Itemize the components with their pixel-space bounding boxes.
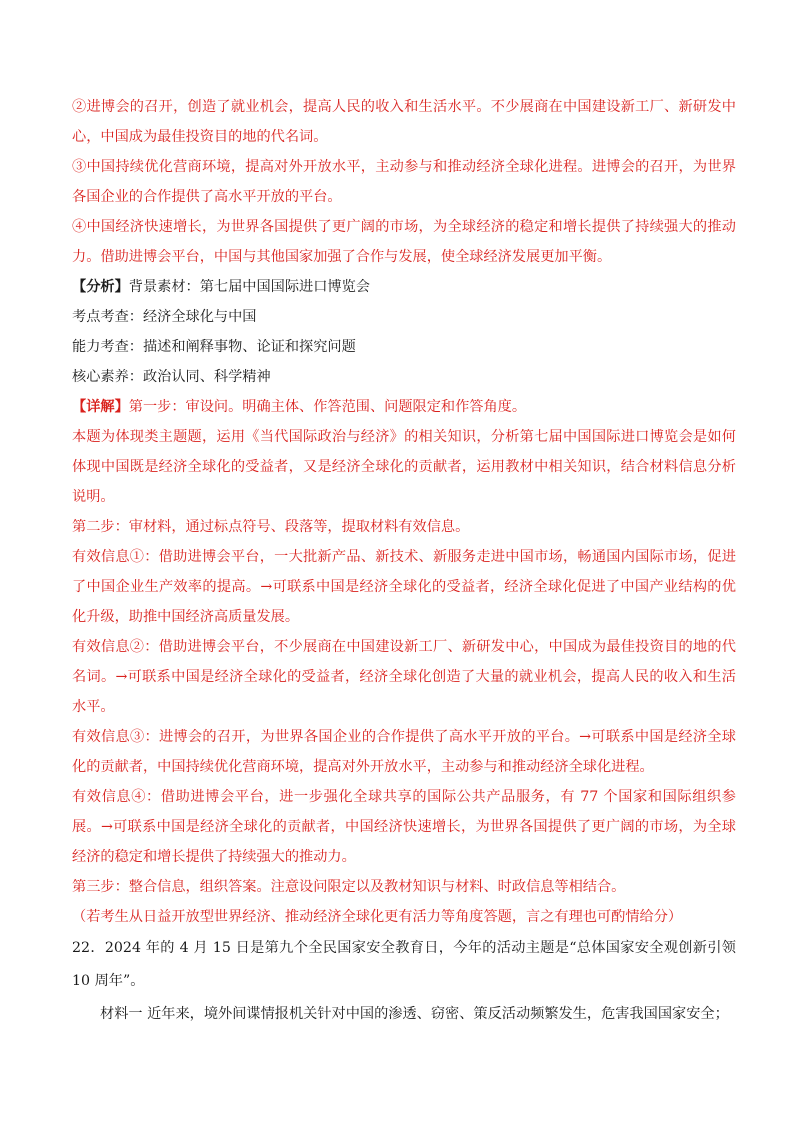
question-22-material-1: 材料一 近年来，境外间谍情报机关针对中国的渗透、窃密、策反活动频繁发生，危害我国国家安全；	[100, 1006, 729, 1022]
detail-info-1: 有效信息①：借助进博会平台，一大批新产品、新技术、新服务走进中国市场，畅通国内国际市场，促进了中国企业生产效率的提高。→可联系中国是经济全球化的受益者，经济全球化促进了中国产业结构的优化升级，助推中国经济高质量发展。	[72, 549, 736, 625]
detail-label: 【详解】	[72, 399, 129, 415]
answer-point-4: ④中国经济快速增长，为世界各国提供了更广阔的市场，为全球经济的稳定和增长提供了持续强大的推动力。借助进博会平台，中国与其他国家加强了合作与发展，使全球经济发展更加平衡。	[72, 219, 736, 265]
answer-point-3: ③中国持续优化营商环境，提高对外开放水平，主动参与和推动经济全球化进程。进博会的召开，为世界各国企业的合作提供了高水平开放的平台。	[72, 159, 736, 205]
answer-point-2: ②进博会的召开，创造了就业机会，提高人民的收入和生活水平。不少展商在中国建设新工厂、新研发中心，中国成为最佳投资目的地的代名词。	[72, 99, 736, 145]
analysis-kaodian: 考点考查：经济全球化与中国	[72, 309, 257, 325]
detail-step1-text: 第一步：审设问。明确主体、作答范围、问题限定和作答角度。	[128, 399, 527, 415]
detail-info-4: 有效信息④：借助进博会平台，进一步强化全球共享的国际公共产品服务，有 77 个国家和国际组织参展。→可联系中国是经济全球化的贡献者，中国经济快速增长，为世界各国提供了更广阔的市场，为全球经济的稳定和增长提供了持续强大的推动力。	[72, 789, 736, 865]
page-content	[72, 92, 736, 1031]
detail-step3: 第三步：整合信息，组织答案。注意设问限定以及教材知识与材料、时政信息等相结合。	[72, 879, 626, 895]
analysis-label: 【分析】	[72, 279, 129, 295]
detail-info-3: 有效信息③：进博会的召开，为世界各国企业的合作提供了高水平开放的平台。→可联系中国是经济全球化的贡献者，中国持续优化营商环境，提高对外开放水平，主动参与和推动经济全球化进程。	[72, 729, 736, 775]
analysis-heading	[72, 272, 736, 302]
detail-note: （若考生从日益开放型世界经济、推动经济全球化更有活力等角度答题，言之有理也可酌情给分）	[72, 909, 683, 925]
detail-info-2: 有效信息②：借助进博会平台，不少展商在中国建设新工厂、新研发中心，中国成为最佳投资目的地的代名词。→可联系中国是经济全球化的受益者，经济全球化创造了大量的就业机会，提高人民的收入和生活水平。	[72, 639, 736, 715]
detail-step2: 第二步：审材料，通过标点符号、段落等，提取材料有效信息。	[72, 519, 470, 535]
analysis-nengli: 能力考查：描述和阐释事物、论证和探究问题	[72, 339, 356, 355]
analysis-background: 背景素材：第七届中国国际进口博览会	[128, 279, 370, 295]
detail-step1	[72, 392, 736, 422]
detail-step1-body: 本题为体现类主题题，运用《当代国际政治与经济》的相关知识，分析第七届中国国际进口博览会是如何体现中国既是经济全球化的受益者，又是经济全球化的贡献者，运用教材中相关知识，结合材料信息分析说明。	[72, 429, 736, 505]
analysis-suyang: 核心素养：政治认同、科学精神	[72, 369, 271, 385]
question-22-stem: 22．2024 年的 4 月 15 日是第九个全民国家安全教育日，今年的活动主题是“总体国家安全观创新引领 10 周年”。	[72, 940, 736, 989]
